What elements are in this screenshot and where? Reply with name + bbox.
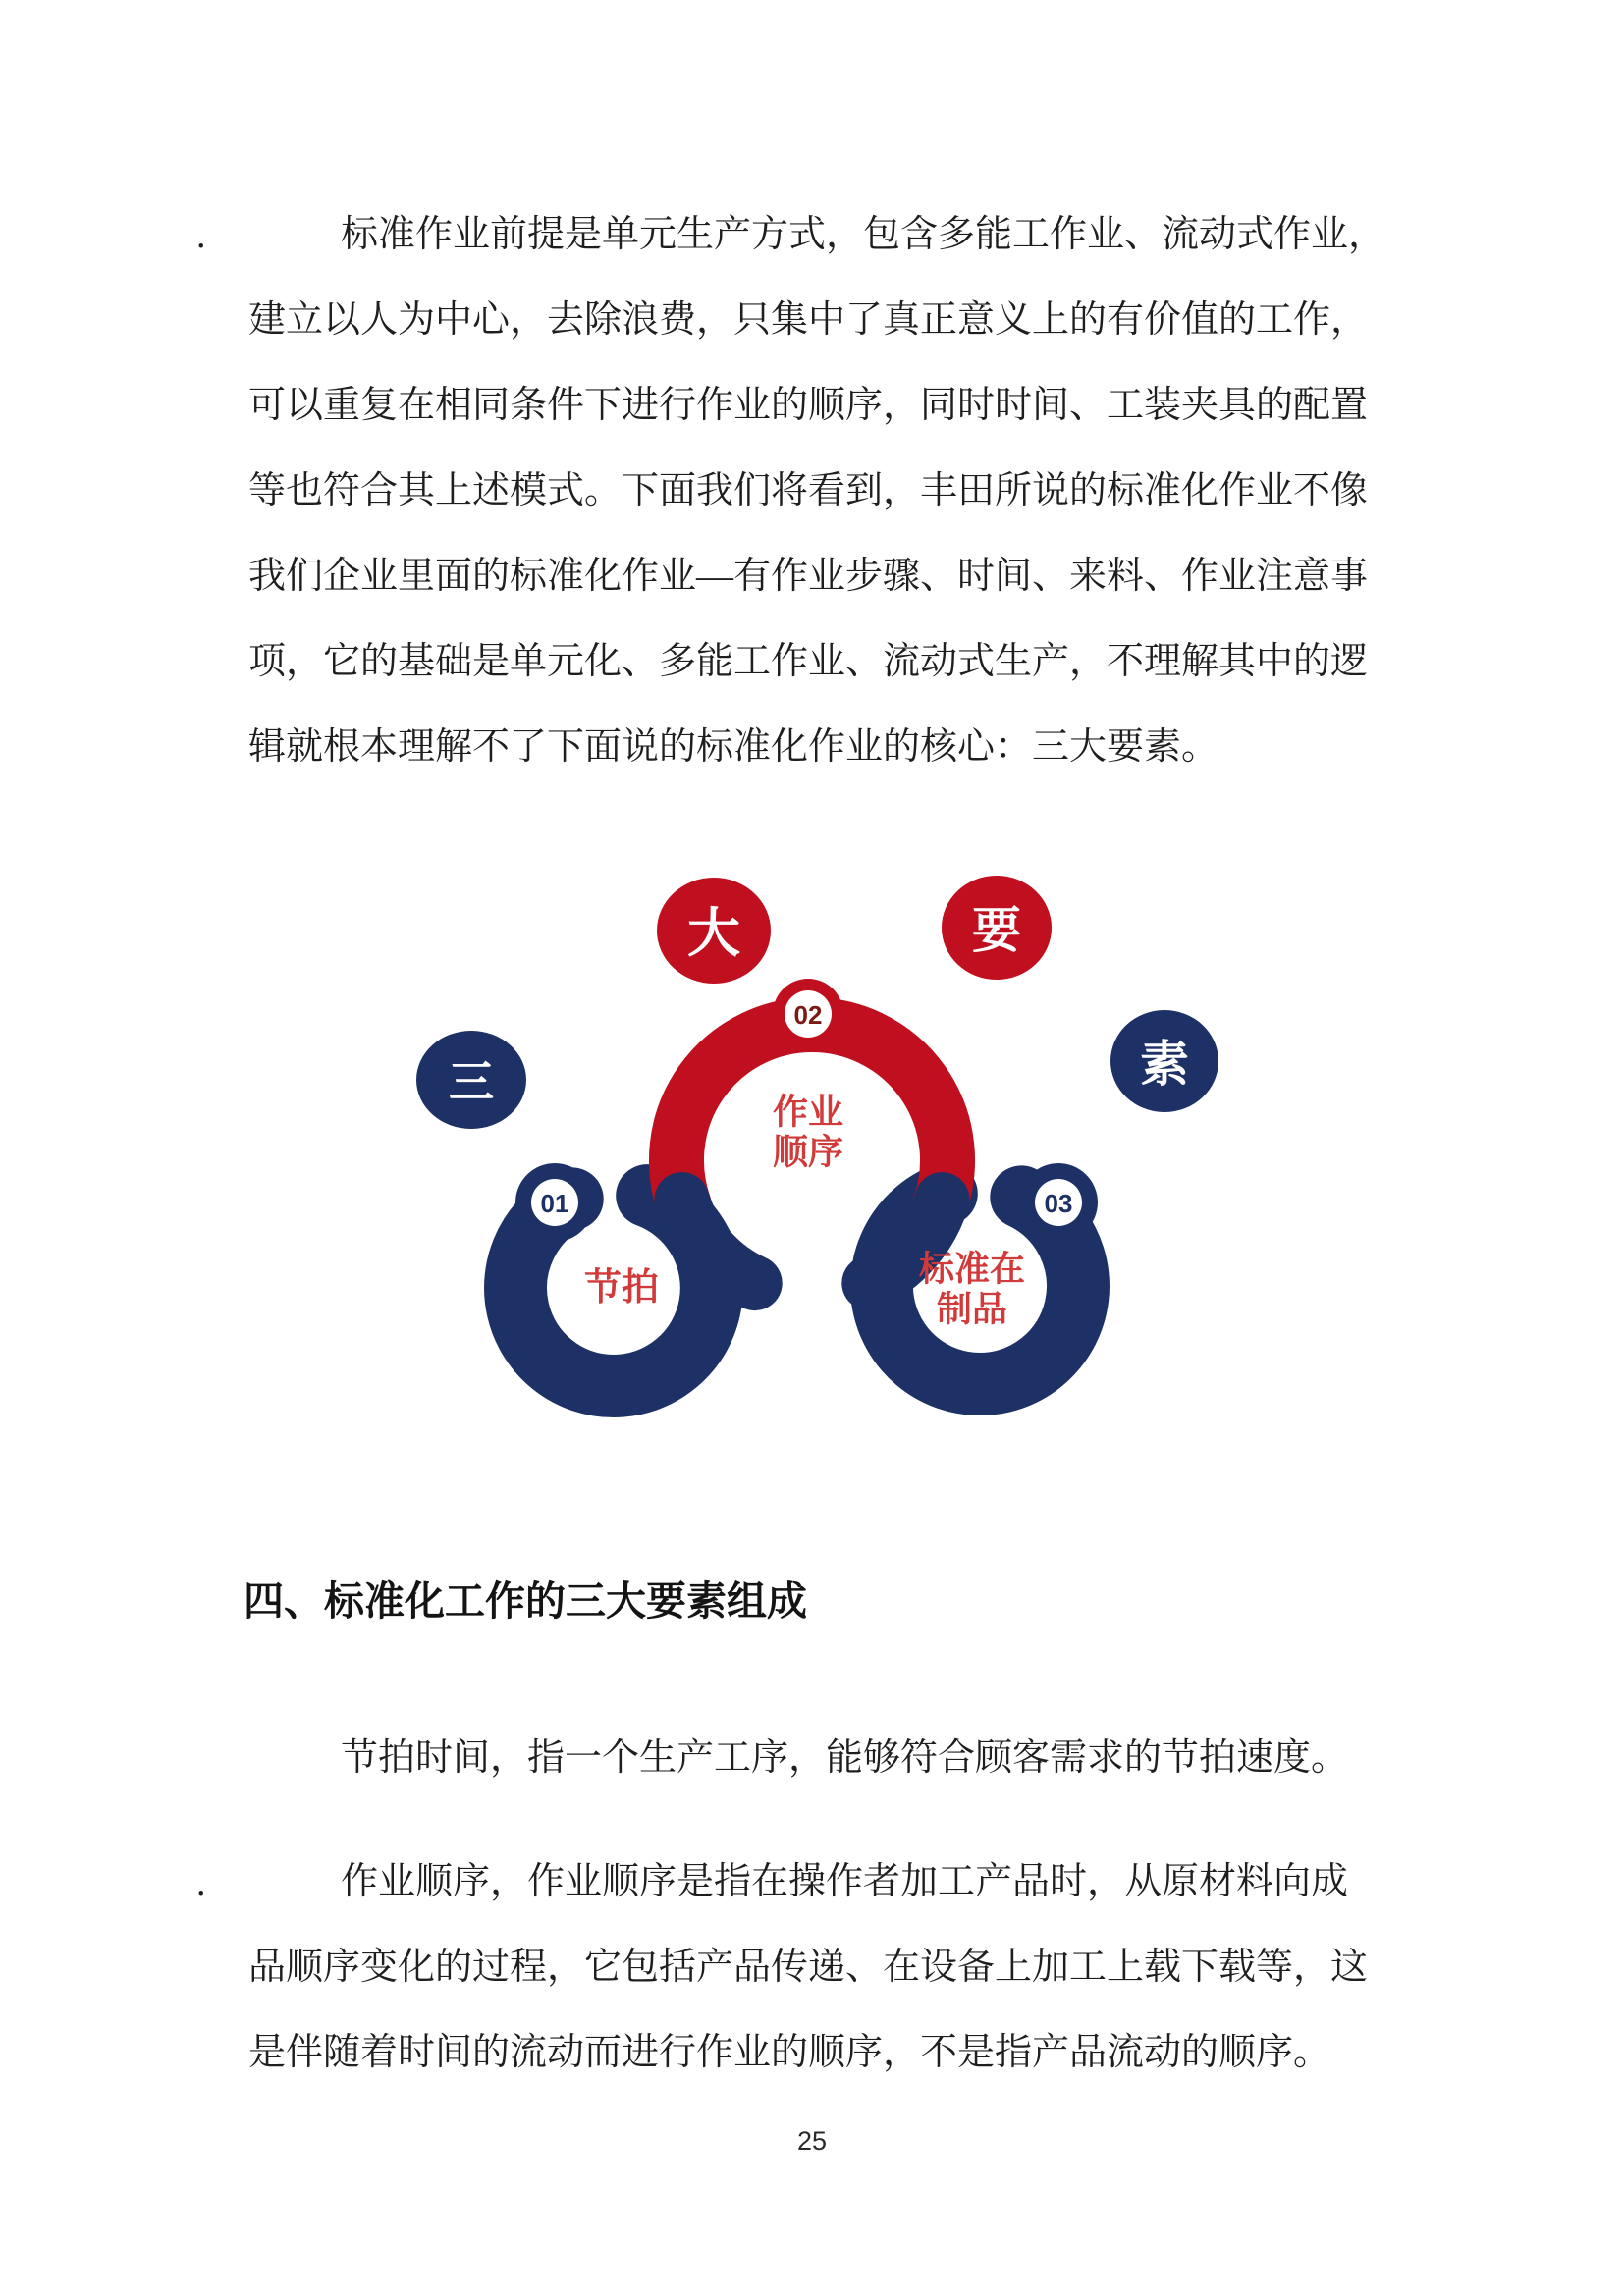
paragraph-line: 我们企业里面的标准化作业—有作业步骤、时间、来料、作业注意事 [248, 556, 1369, 597]
satellite-yao-glyph: 要 [972, 903, 1021, 958]
paragraph-line: 品顺序变化的过程，它包括产品传递、在设备上加工上载下载等，这 [248, 1947, 1369, 1988]
badge-03 [1019, 1163, 1098, 1242]
satellite-su-glyph: 素 [1140, 1037, 1189, 1092]
paragraph-line: 标准作业前提是单元生产方式，包含多能工作业、流动式作业， [341, 214, 1386, 255]
paragraph-3 [248, 1840, 1436, 2096]
satellite-da [657, 878, 771, 984]
paragraph-line: 作业顺序，作业顺序是指在操作者加工产品时，从原材料向成 [341, 1861, 1349, 1902]
svg-text:标准在: 标准在 [918, 1248, 1026, 1289]
paragraph-line: 辑就根本理解不了下面说的标准化作业的核心：三大要素。 [248, 726, 1219, 768]
sequence-label [773, 1092, 843, 1172]
satellite-da-glyph: 大 [687, 904, 740, 963]
list-bullet: . [196, 1862, 206, 1903]
paragraph-line: 可以重复在相同条件下进行作业的顺序，同时时间、工装夹具的配置 [248, 385, 1369, 426]
section-heading: 四、标准化工作的三大要素组成 [244, 1578, 807, 1624]
wip-label [919, 1249, 1025, 1329]
three-elements-diagram [373, 844, 1257, 1472]
svg-text:制品: 制品 [936, 1288, 1008, 1329]
badge-01-number: 01 [540, 1189, 569, 1218]
satellite-san-glyph: 三 [449, 1056, 494, 1107]
svg-text:作业: 作业 [772, 1091, 844, 1132]
paragraph-line: 建立以人为中心，去除浪费，只集中了真正意义上的有价值的工作， [248, 299, 1369, 341]
paragraph-line: 是伴随着时间的流动而进行作业的顺序，不是指产品流动的顺序。 [248, 2032, 1331, 2073]
badge-01 [515, 1163, 594, 1242]
list-bullet: . [196, 215, 206, 256]
paragraph-line: 等也符合其上述模式。下面我们将看到，丰田所说的标准化作业不像 [248, 470, 1369, 511]
satellite-san [416, 1031, 526, 1129]
paragraph-line: 项，它的基础是单元化、多能工作业、流动式生产，不理解其中的逻 [248, 641, 1369, 682]
badge-03-number: 03 [1044, 1189, 1073, 1218]
satellite-su [1110, 1010, 1218, 1112]
satellite-yao [942, 876, 1052, 980]
page-number: 25 [796, 2126, 828, 2156]
takt-label: 节拍 [583, 1267, 660, 1308]
paragraph-1 [248, 192, 1436, 790]
svg-text:顺序: 顺序 [772, 1131, 844, 1172]
badge-02 [773, 979, 843, 1049]
badge-02-number: 02 [793, 1000, 823, 1030]
paragraph-line: 节拍时间，指一个生产工序，能够符合顾客需求的节拍速度。 [341, 1737, 1349, 1779]
paragraph-2 [248, 1716, 1436, 1801]
